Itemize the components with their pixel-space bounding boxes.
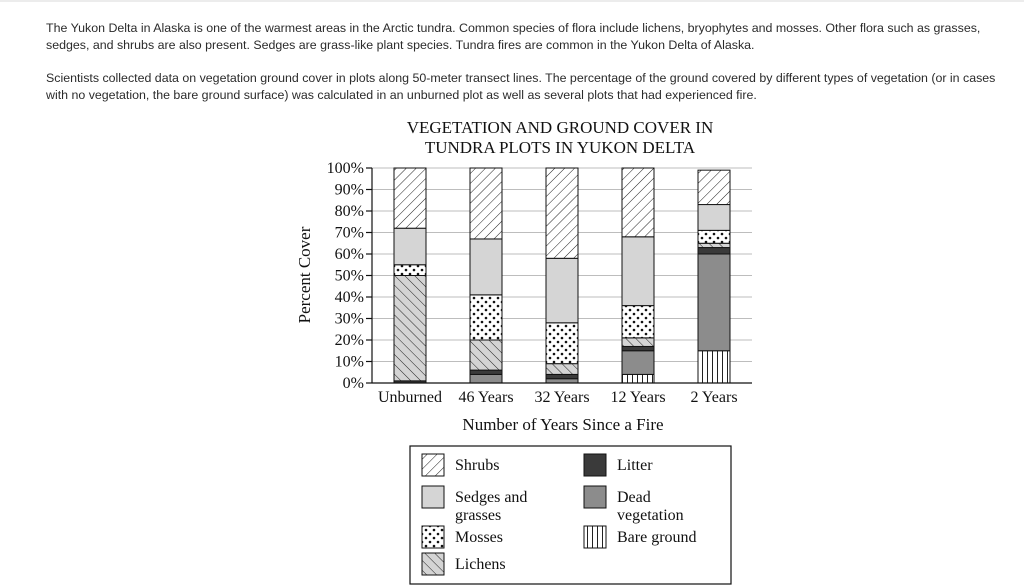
- legend-label-sedges-and-grasses: Sedges and: [455, 489, 528, 506]
- bar-segment-sedges-and-grasses: [622, 237, 654, 306]
- bar-segment-mosses: [470, 295, 502, 340]
- legend-swatch-dead-vegetation: [584, 486, 606, 508]
- passage-paragraph-1: The Yukon Delta in Alaska is one of the warmest areas in the Arctic tundra. Common species of flora include lichens, bryophytes and mosses. Other flora such as grasses, sedges, and shrubs are also present. Sedges are grass-like plant species. Tundra fires are common in the Yukon Delta of Alaska.: [46, 21, 981, 52]
- bar-segment-shrubs: [470, 168, 502, 239]
- bar-segment-lichens: [698, 243, 730, 247]
- x-tick-label: Unburned: [378, 389, 442, 406]
- legend-label-dead-vegetation: vegetation: [617, 507, 684, 524]
- bar-segment-mosses: [698, 230, 730, 243]
- chart-title-line-1: VEGETATION AND GROUND COVER IN: [406, 118, 714, 137]
- bar-segment-shrubs: [622, 168, 654, 237]
- legend-swatch-lichens: [422, 553, 444, 575]
- y-axis-ticks: [327, 160, 372, 392]
- bar-segment-bare-ground: [622, 374, 654, 383]
- bar-segment-litter: [698, 248, 730, 254]
- y-tick-label: 40%: [334, 289, 364, 306]
- bar-segment-sedges-and-grasses: [394, 228, 426, 265]
- legend-label-shrubs: Shrubs: [455, 457, 500, 474]
- legend-swatch-bare-ground: [584, 526, 606, 548]
- legend-label-bare-ground: Bare ground: [617, 529, 697, 546]
- y-tick-label: 10%: [334, 353, 364, 371]
- bar-segment-lichens: [394, 276, 426, 381]
- x-tick-label: 2 Years: [690, 389, 738, 406]
- bar-segment-sedges-and-grasses: [546, 258, 578, 323]
- bar-segment-litter: [622, 346, 654, 350]
- bar-segment-bare-ground: [698, 351, 730, 383]
- chart-title-line-2: TUNDRA PLOTS IN YUKON DELTA: [424, 138, 696, 157]
- y-tick-label: 70%: [334, 224, 364, 242]
- bar-segment-dead-vegetation: [546, 379, 578, 383]
- bar-segment-dead-vegetation: [470, 374, 502, 383]
- legend-swatch-litter: [584, 454, 606, 476]
- bar-segment-mosses: [394, 265, 426, 276]
- y-tick-label: 90%: [334, 181, 364, 199]
- x-tick-label: 46 Years: [458, 389, 514, 406]
- legend-label-mosses: Mosses: [455, 529, 504, 546]
- legend-swatch-mosses: [422, 526, 444, 548]
- bar-segment-litter: [470, 370, 502, 374]
- x-axis-ticks: [378, 389, 738, 406]
- bar-segment-mosses: [622, 306, 654, 338]
- y-tick-label: 30%: [334, 310, 364, 328]
- legend-label-lichens: Lichens: [455, 556, 506, 573]
- bar-segment-lichens: [546, 364, 578, 375]
- legend-label-dead-vegetation: Dead: [617, 489, 651, 506]
- legend-swatch-sedges-and-grasses: [422, 486, 444, 508]
- bar-segment-dead-vegetation: [622, 351, 654, 375]
- bar-segment-shrubs: [698, 170, 730, 204]
- bar-segment-litter: [546, 374, 578, 378]
- x-tick-label: 12 Years: [610, 389, 666, 406]
- bar-segment-lichens: [622, 338, 654, 347]
- y-tick-label: 0%: [342, 375, 364, 392]
- bar-segment-sedges-and-grasses: [470, 239, 502, 295]
- legend-label-litter: Litter: [617, 457, 653, 474]
- y-tick-label: 60%: [334, 246, 364, 263]
- x-tick-label: 32 Years: [534, 389, 590, 406]
- bar-segment-lichens: [470, 340, 502, 370]
- bar-segment-sedges-and-grasses: [698, 205, 730, 231]
- x-axis-label: Number of Years Since a Fire: [462, 415, 664, 434]
- y-tick-label: 50%: [334, 267, 364, 285]
- bar-segment-mosses: [546, 323, 578, 364]
- y-tick-label: 20%: [334, 332, 364, 349]
- y-tick-label: 100%: [326, 160, 364, 177]
- bar-segment-shrubs: [546, 168, 578, 258]
- legend-swatch-shrubs: [422, 454, 444, 476]
- y-axis-label: Percent Cover: [295, 226, 314, 324]
- bar-segment-dead-vegetation: [698, 254, 730, 351]
- legend-label-sedges-and-grasses: grasses: [455, 507, 502, 524]
- bar-segment-shrubs: [394, 168, 426, 228]
- y-tick-label: 80%: [334, 203, 364, 220]
- passage-paragraph-2: Scientists collected data on vegetation ground cover in plots along 50-meter transect lines. The percentage of the ground covered by different types of vegetation (or in cases with no vegetation, the bare ground surface) was calculated in an unburned plot as well as several plots that had experienced fire.: [46, 71, 996, 102]
